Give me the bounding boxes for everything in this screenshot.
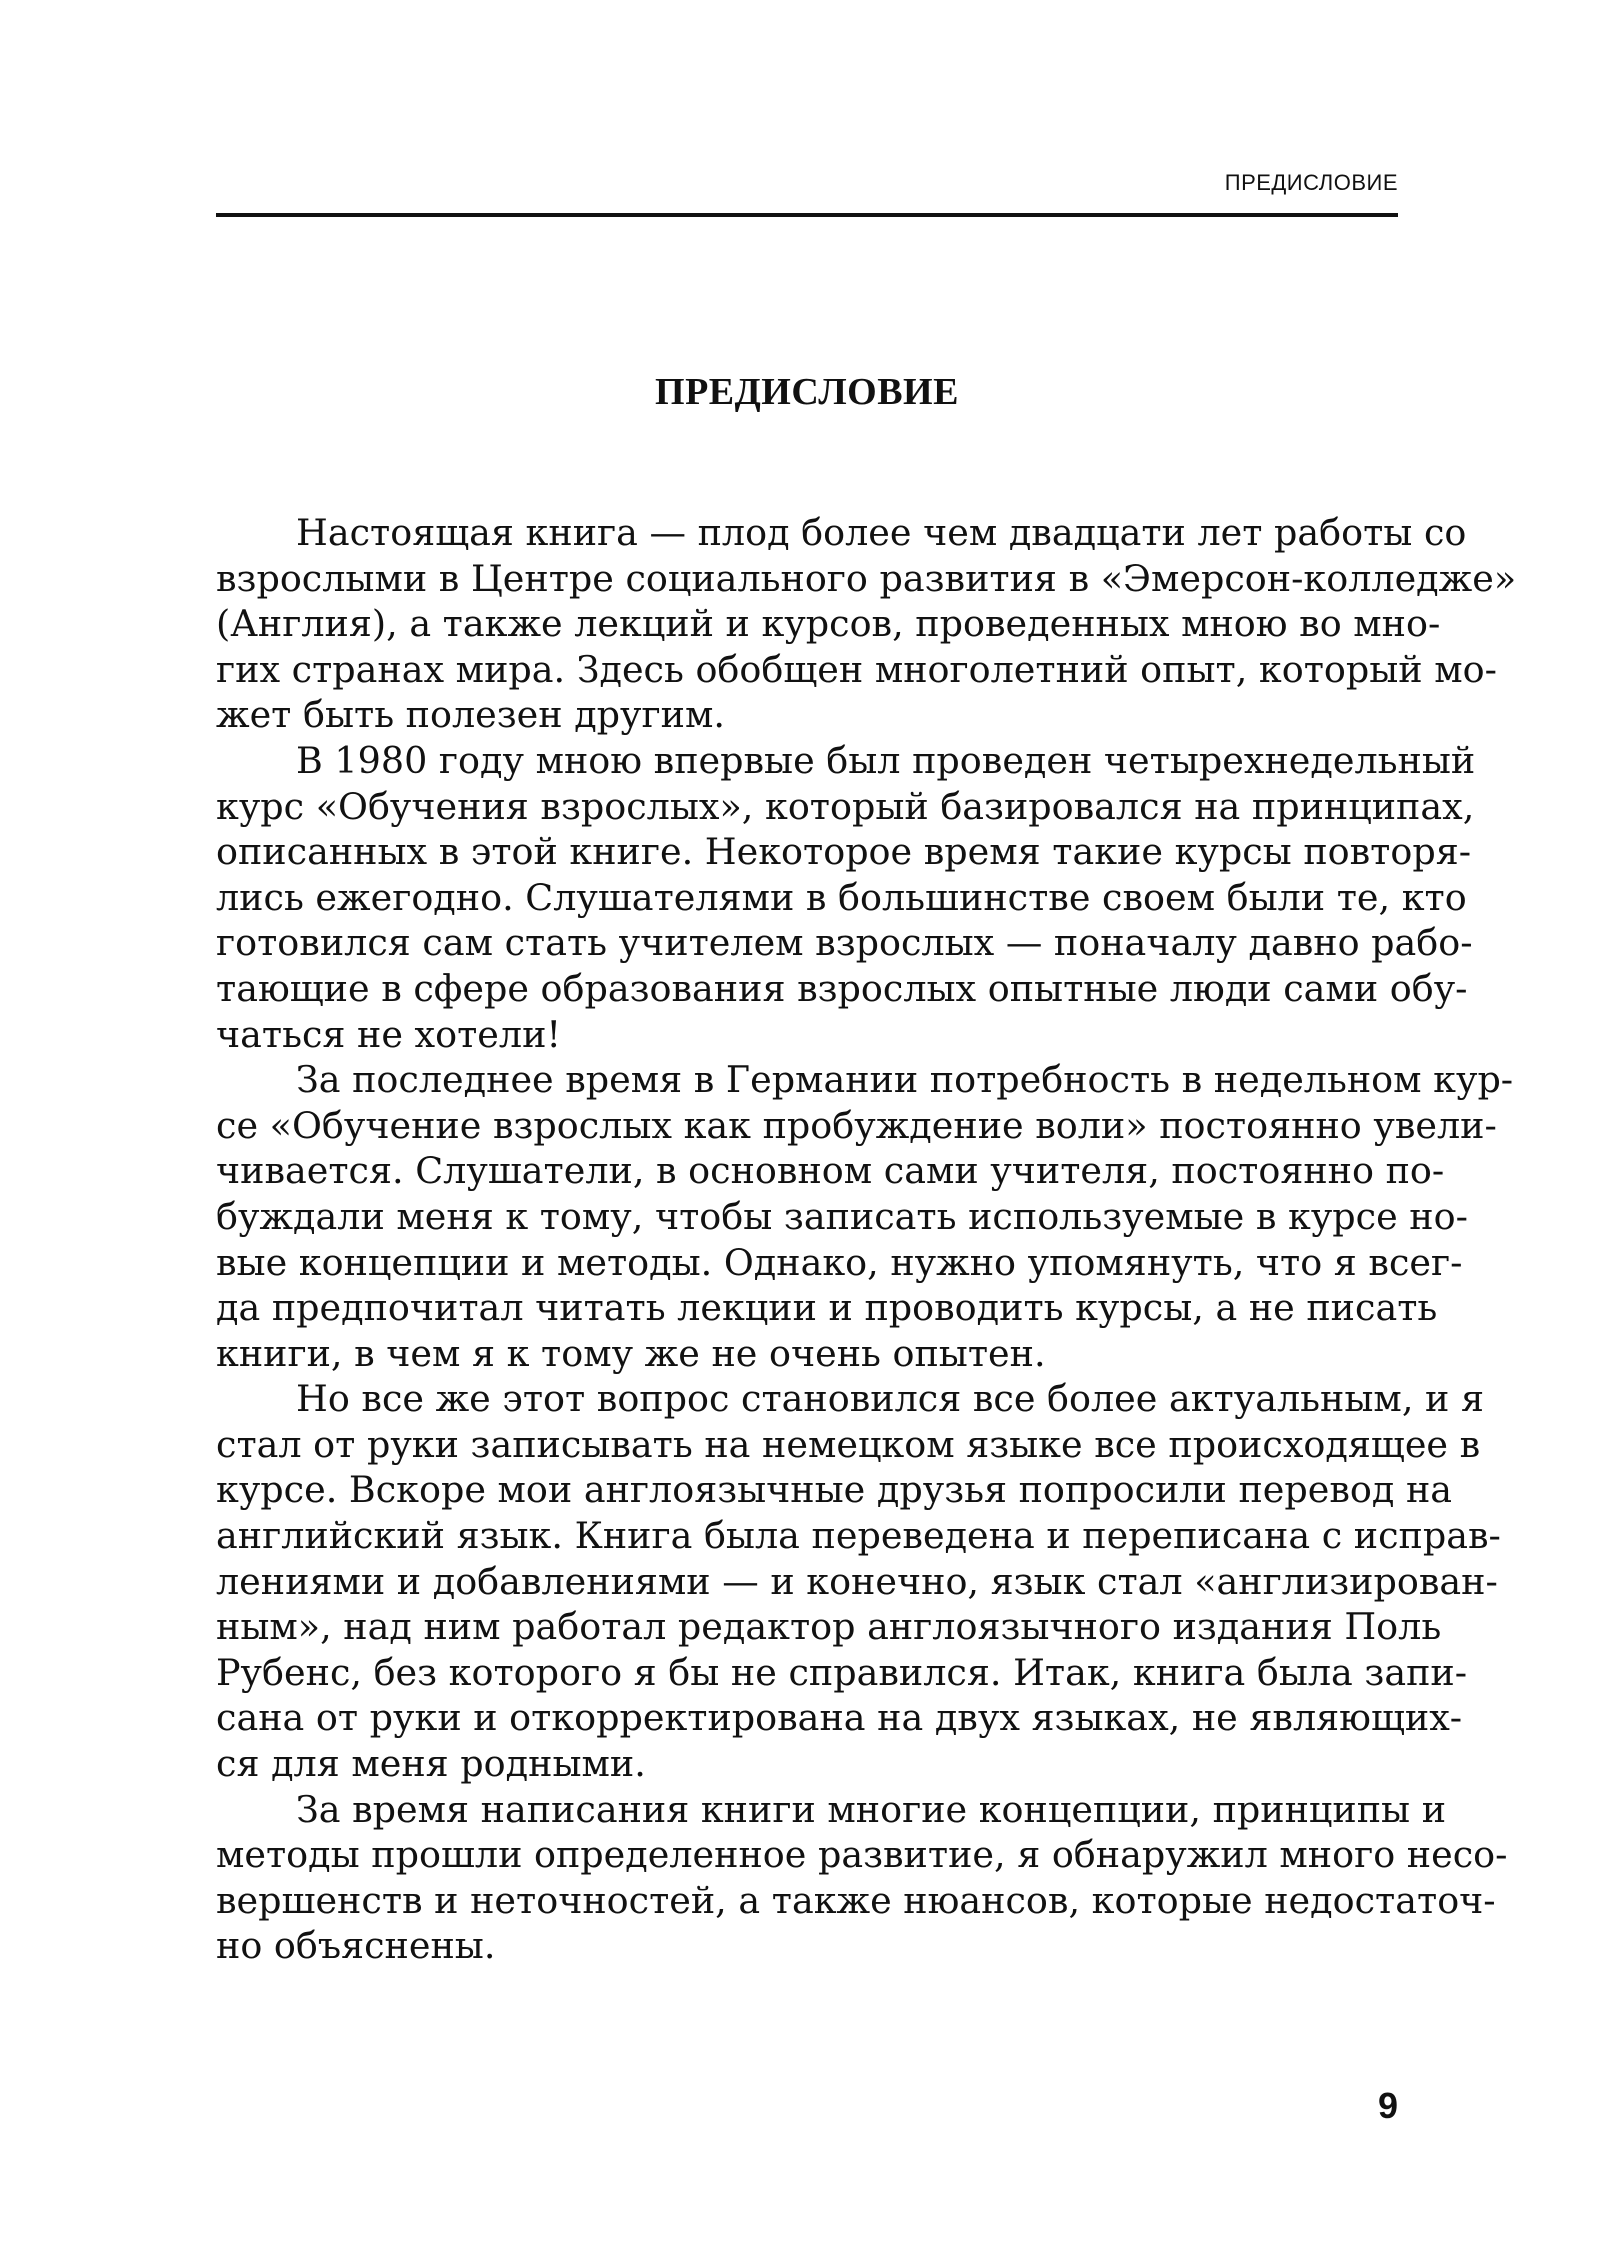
running-header: ПРЕДИСЛОВИЕ [1224,170,1398,195]
text-line: буждали меня к тому, чтобы записать используемые в курсе но- [216,1194,1468,1238]
paragraph [216,1787,1508,1969]
text-line: готовился сам стать учителем взрослых — поначалу давно рабо- [216,921,1473,965]
text-line: лениями и добавлениями — и конечно, язык стал «англизирован- [216,1559,1498,1603]
chapter-title: ПРЕДИСЛОВИЕ [655,371,959,413]
paragraph [216,738,1476,1057]
text-line: описанных в этой книге. Некоторое время такие курсы повторя- [216,830,1472,874]
paragraph [216,510,1517,738]
text-line: вые концепции и методы. Однако, нужно упомянуть, что я всег- [216,1240,1463,1284]
text-line: тающие в сфере образования взрослых опытные люди сами обу- [216,966,1468,1010]
text-line: чаться не хотели! [216,1012,562,1056]
text-line: стал от руки записывать на немецком языке все происходящее в [216,1422,1481,1466]
text-line: ным», над ним работал редактор англоязычного издания Поль [216,1605,1442,1649]
text-line: жет быть полезен другим. [216,693,725,737]
text-line: Рубенс, без которого я бы не справился. Итак, книга была запи- [216,1650,1468,1694]
text-line: курсе. Вскоре мои англоязычные друзья попросили перевод на [216,1468,1453,1512]
text-line: взрослыми в Центре социального развития в «Эмерсон-колледже» [216,556,1517,600]
text-line: сана от руки и откорректирована на двух языках, не являющих- [216,1696,1463,1740]
text-line: книги, в чем я к тому же не очень опытен. [216,1331,1046,1375]
body-text [216,510,1517,1969]
paragraph [216,1376,1501,1786]
text-line: но объяснены. [216,1924,496,1968]
text-line: ся для меня родными. [216,1742,646,1786]
text-line: За время написания книги многие концепции, принципы и [296,1787,1447,1831]
paragraph [216,1057,1514,1376]
text-line: Настоящая книга — плод более чем двадцати лет работы со [296,511,1467,554]
text-line: Но все же этот вопрос становился все более актуальным, и я [296,1377,1484,1421]
text-line: се «Обучение взрослых как пробуждение воли» постоянно увели- [216,1103,1497,1147]
page-number: 9 [1377,2085,1398,2126]
text-line: лись ежегодно. Слушателями в большинстве своем были те, кто [216,875,1467,919]
text-line: В 1980 году мною впервые был проведен четырехнедельный [296,738,1476,782]
text-line: гих странах мира. Здесь обобщен многолетний опыт, который мо- [216,647,1497,691]
text-line: да предпочитал читать лекции и проводить курсы, а не писать [216,1286,1438,1330]
text-line: методы прошли определенное развитие, я обнаружил много несо- [216,1833,1508,1877]
text-line: За последнее время в Германии потребность в недельном кур- [296,1058,1514,1102]
header-rule [216,213,1398,217]
text-line: чивается. Слушатели, в основном сами учителя, постоянно по- [216,1149,1445,1193]
text-line: (Англия), а также лекций и курсов, проведенных мною во мно- [216,602,1441,646]
text-line: английский язык. Книга была переведена и переписана с исправ- [216,1514,1501,1558]
text-line: вершенств и неточностей, а также нюансов, которые недостаточ- [216,1878,1496,1922]
text-line: курс «Обучения взрослых», который базировался на принципах, [216,784,1475,828]
